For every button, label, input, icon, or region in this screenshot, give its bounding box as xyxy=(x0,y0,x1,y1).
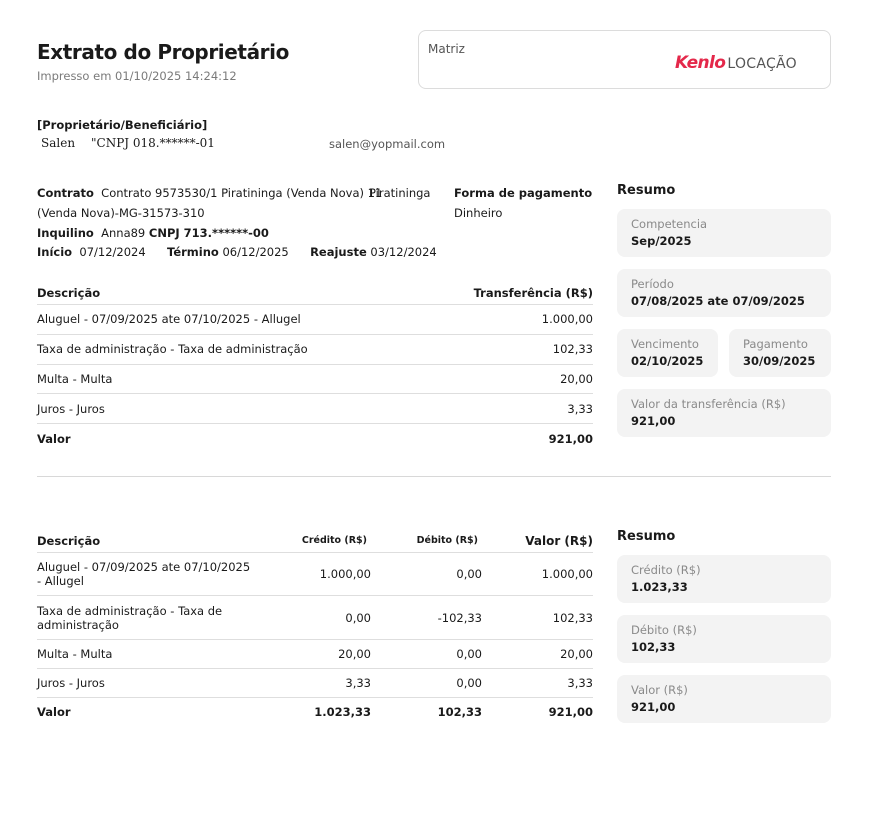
kenlo-logo xyxy=(675,53,797,73)
row-desc: Taxa de administração - Taxa de administração xyxy=(37,596,257,640)
row-valor: 102,33 xyxy=(482,596,593,640)
row-desc: Multa - Multa xyxy=(37,640,257,669)
competencia-card xyxy=(617,209,831,257)
total-row xyxy=(37,698,593,727)
row-value: 1.000,00 xyxy=(423,305,593,335)
row-credito: 0,00 xyxy=(257,596,371,640)
total-label: Valor xyxy=(37,431,71,446)
row-desc: Juros - Juros xyxy=(37,669,257,698)
inquilino-doc: CNPJ 713.******-00 xyxy=(148,226,269,240)
print-timestamp: Impresso em 01/10/2025 14:24:12 xyxy=(37,69,237,83)
breakdown-table xyxy=(37,529,593,727)
table-row xyxy=(37,305,593,335)
competencia-value: Sep/2025 xyxy=(631,234,692,248)
total-credito: 1.023,33 xyxy=(314,705,371,720)
resumo-title-2: Resumo xyxy=(617,529,676,544)
matriz-box xyxy=(418,30,831,89)
row-debito: -102,33 xyxy=(371,596,482,640)
debito-card xyxy=(617,615,831,663)
reajuste-label: Reajuste xyxy=(310,245,367,259)
col-valor: Valor (R$) xyxy=(482,529,593,553)
pagamento-card-label: Pagamento xyxy=(743,337,808,351)
table-row xyxy=(37,669,593,698)
row-desc: Multa - Multa xyxy=(37,364,423,394)
valor-value: 921,00 xyxy=(631,700,676,714)
table-row xyxy=(37,640,593,669)
contrato-value: Contrato 9573530/1 Piratininga (Venda Nova) 11 xyxy=(101,186,383,200)
row-desc: Juros - Juros xyxy=(37,394,423,424)
credito-card xyxy=(617,555,831,603)
row-credito: 3,33 xyxy=(257,669,371,698)
contract-line1 xyxy=(37,186,382,200)
table-row xyxy=(37,364,593,394)
table-header xyxy=(37,529,593,553)
row-credito: 1.000,00 xyxy=(257,553,371,596)
periodo-value: 07/08/2025 ate 07/09/2025 xyxy=(631,294,805,308)
debito-value: 102,33 xyxy=(631,640,676,654)
debito-label: Débito (R$) xyxy=(631,623,697,637)
row-valor: 1.000,00 xyxy=(482,553,593,596)
transfer-table xyxy=(37,282,593,453)
table-row xyxy=(37,553,593,596)
inicio-label: Início xyxy=(37,245,73,259)
vencimento-label: Vencimento xyxy=(631,337,699,351)
valor-label: Valor (R$) xyxy=(631,683,688,697)
row-value: 3,33 xyxy=(423,394,593,424)
logo-suffix: LOCAÇÃO xyxy=(727,56,797,72)
row-desc: Aluguel - 07/09/2025 ate 07/10/2025 - Allugel xyxy=(37,305,423,335)
total-row xyxy=(37,424,593,453)
contrato-city: Piratininga xyxy=(369,186,431,200)
pagamento-label: Forma de pagamento xyxy=(454,186,593,200)
pagamento-card-value: 30/09/2025 xyxy=(743,354,816,368)
dates-line xyxy=(37,245,437,259)
owner-email: salen@yopmail.com xyxy=(329,137,446,151)
transferencia-value: 921,00 xyxy=(631,414,676,428)
inquilino-line xyxy=(37,226,269,240)
table-header xyxy=(37,282,593,305)
pagamento-card xyxy=(729,329,831,377)
row-debito: 0,00 xyxy=(371,553,482,596)
col-credito: Crédito (R$) xyxy=(257,529,371,553)
transferencia-label: Valor da transferência (R$) xyxy=(631,397,786,411)
credito-label: Crédito (R$) xyxy=(631,563,701,577)
total-label: Valor xyxy=(37,705,71,720)
logo-brand: Kenlo xyxy=(674,53,726,73)
vencimento-card xyxy=(617,329,718,377)
owner-name: Salen xyxy=(41,136,76,150)
page-title: Extrato do Proprietário xyxy=(37,40,289,64)
periodo-label: Período xyxy=(631,277,674,291)
col-transferencia: Transferência (R$) xyxy=(423,282,593,305)
row-value: 102,33 xyxy=(423,334,593,364)
reajuste-value: 03/12/2024 xyxy=(370,245,437,259)
table-row xyxy=(37,334,593,364)
owner-document: "CNPJ 018.******-01 xyxy=(91,136,215,150)
matriz-label: Matriz xyxy=(428,42,465,56)
col-descricao: Descrição xyxy=(37,529,257,553)
pagamento-value: Dinheiro xyxy=(454,206,503,220)
credito-value: 1.023,33 xyxy=(631,580,688,594)
inquilino-name: Anna89 xyxy=(101,226,146,240)
total-debito: 102,33 xyxy=(437,705,482,720)
owner-heading: [Proprietário/Beneficiário] xyxy=(37,118,208,132)
transferencia-card xyxy=(617,389,831,437)
vencimento-value: 02/10/2025 xyxy=(631,354,704,368)
row-value: 20,00 xyxy=(423,364,593,394)
row-credito: 20,00 xyxy=(257,640,371,669)
contrato-address: (Venda Nova)-MG-31573-310 xyxy=(37,206,205,220)
inquilino-label: Inquilino xyxy=(37,226,94,240)
resumo-title: Resumo xyxy=(617,183,676,198)
col-descricao: Descrição xyxy=(37,282,423,305)
competencia-label: Competencia xyxy=(631,217,708,231)
termino-label: Término xyxy=(167,245,219,259)
section-divider xyxy=(37,476,831,477)
row-desc: Taxa de administração - Taxa de administração xyxy=(37,334,423,364)
total-value: 921,00 xyxy=(548,431,593,446)
contrato-label: Contrato xyxy=(37,186,94,200)
row-valor: 3,33 xyxy=(482,669,593,698)
row-desc: Aluguel - 07/09/2025 ate 07/10/2025 - Allugel xyxy=(37,553,257,596)
row-valor: 20,00 xyxy=(482,640,593,669)
total-valor: 921,00 xyxy=(548,705,593,720)
row-debito: 0,00 xyxy=(371,640,482,669)
table-row xyxy=(37,394,593,424)
table-row xyxy=(37,596,593,640)
row-debito: 0,00 xyxy=(371,669,482,698)
inicio-value: 07/12/2024 xyxy=(79,245,146,259)
col-debito: Débito (R$) xyxy=(371,529,482,553)
termino-value: 06/12/2025 xyxy=(222,245,289,259)
valor-card xyxy=(617,675,831,723)
periodo-card xyxy=(617,269,831,317)
